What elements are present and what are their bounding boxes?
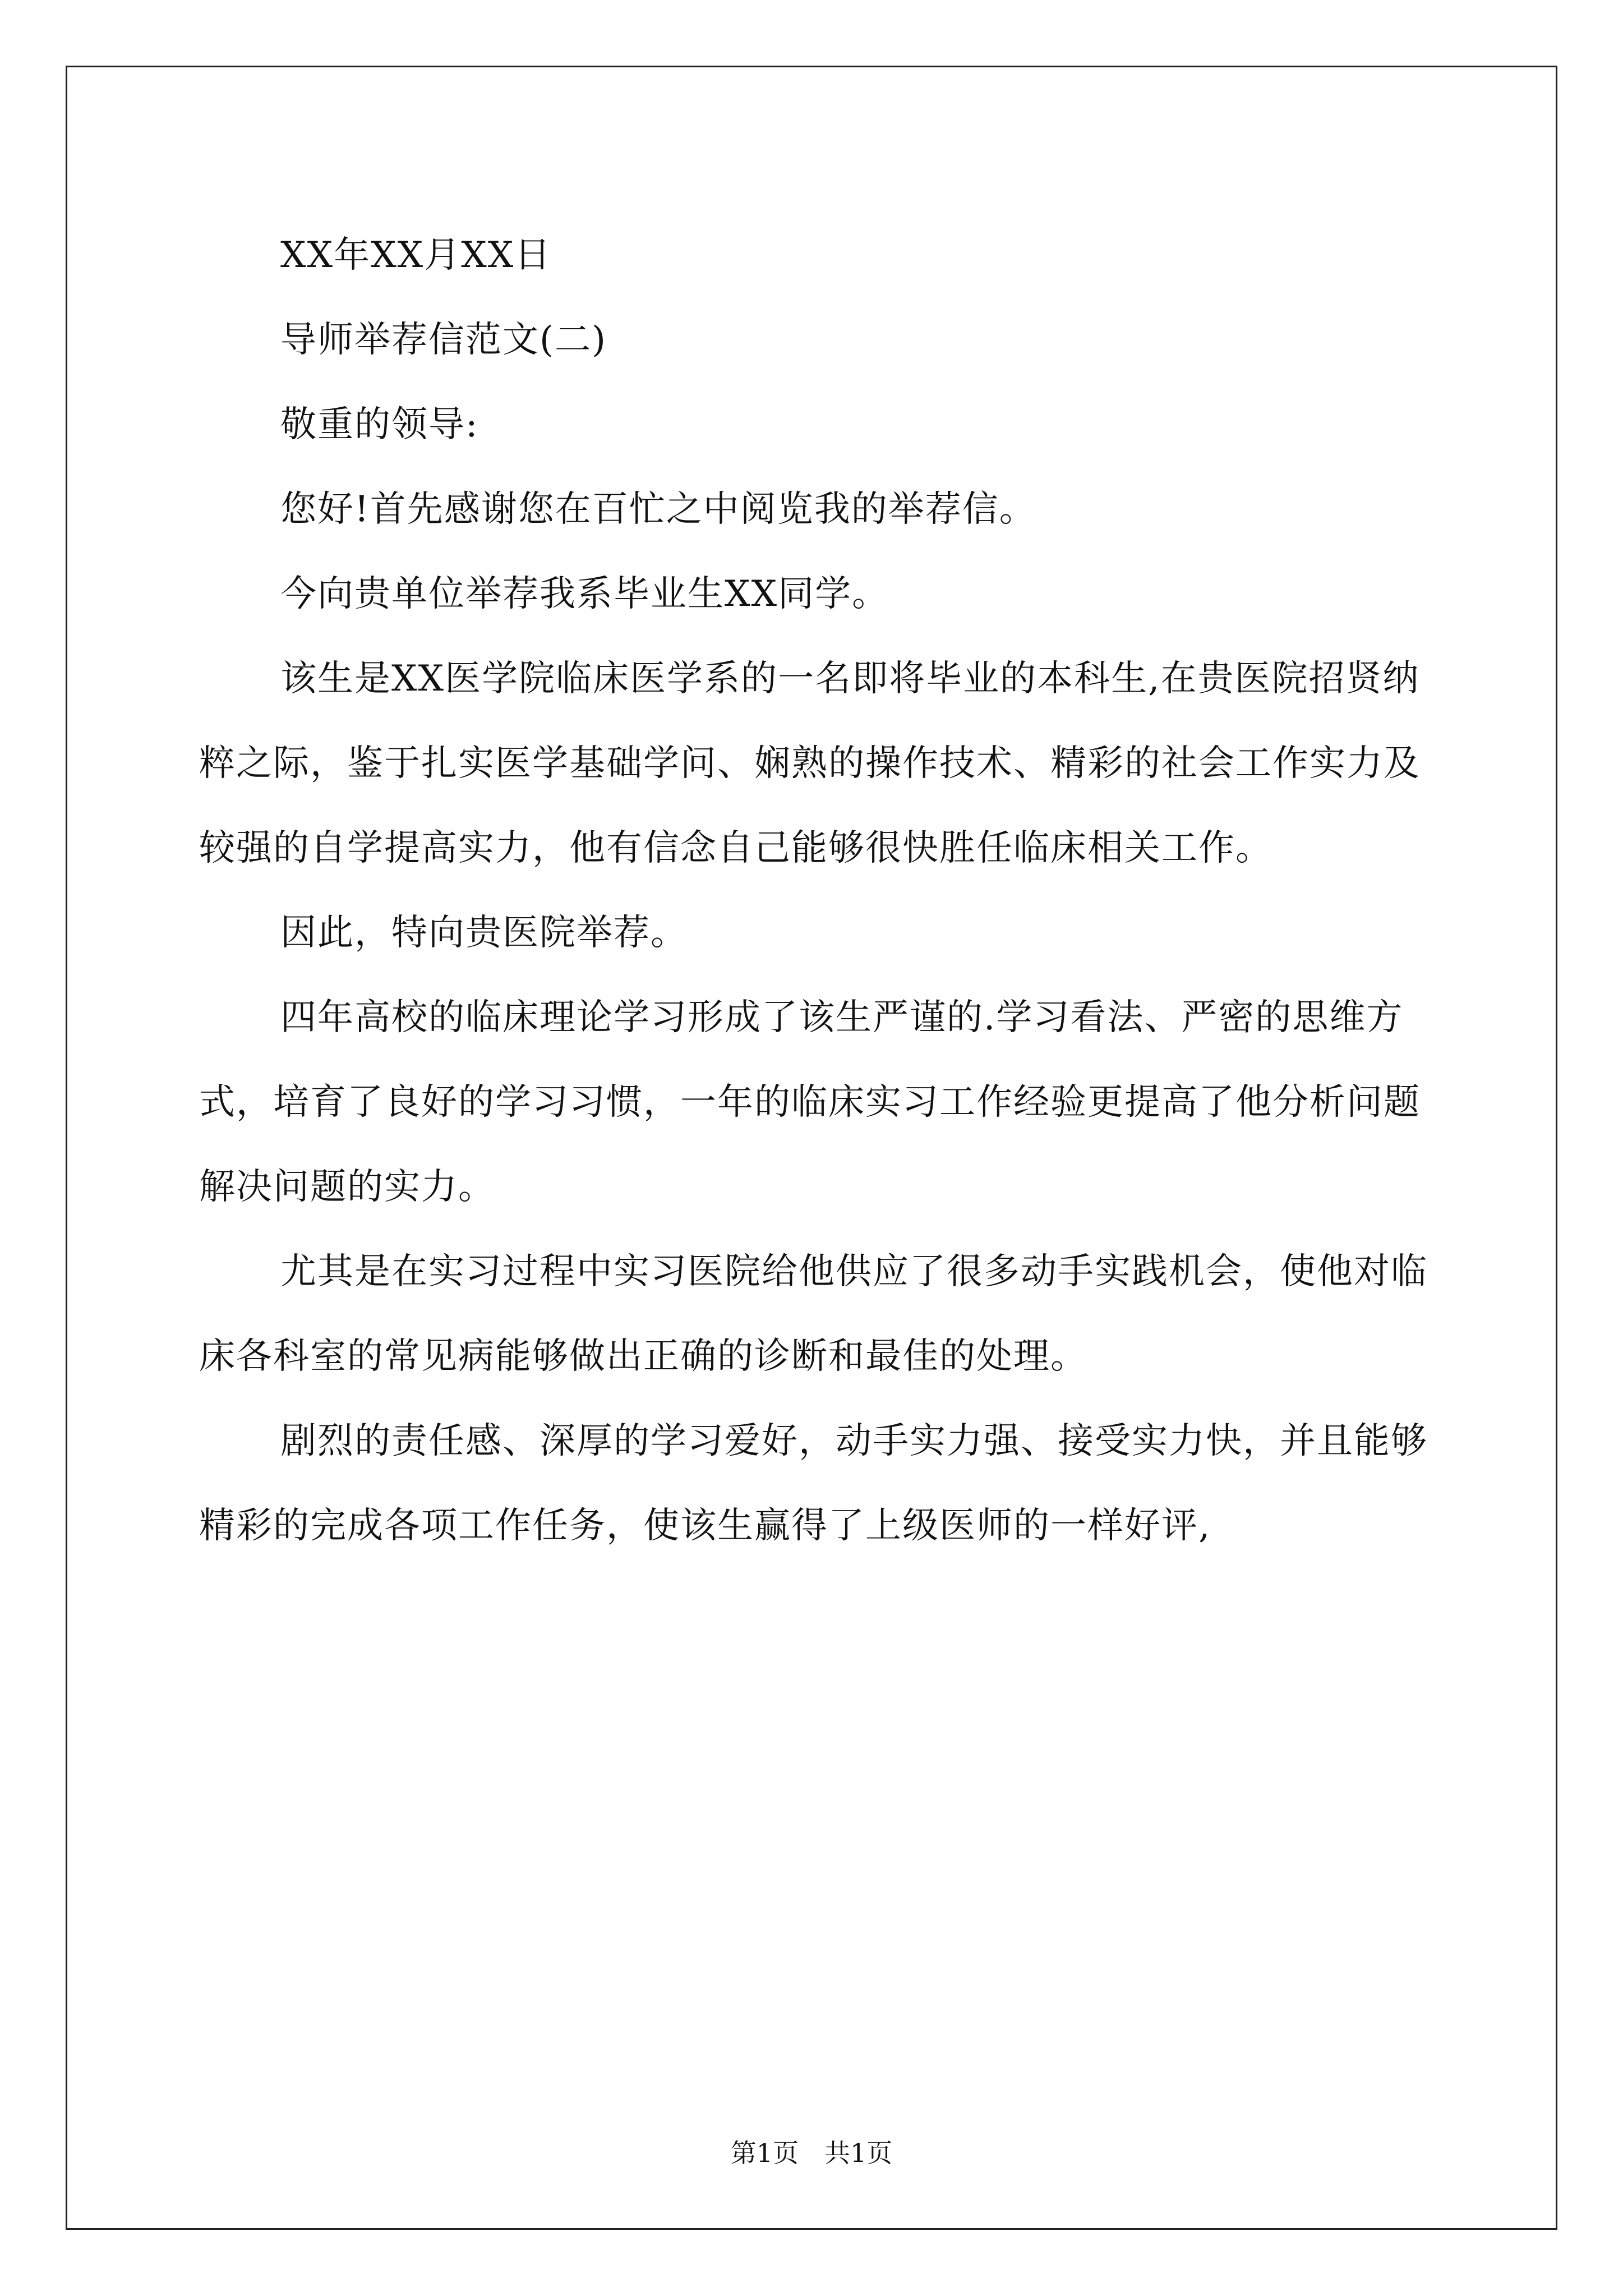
recommendation-statement-paragraph: 因此，特向贵医院举荐。 xyxy=(280,912,688,954)
page-number-footer: 第1页 共1页 xyxy=(730,2138,893,2168)
document-title: 导师举荐信范文(二) xyxy=(280,319,607,361)
evaluation-paragraph: 剧烈的责任感、深厚的学习爱好，动手实力强、接受实力快，并且能够精彩的完成各项工作任务，使该生赢得了上级医师的一样好评, xyxy=(199,1420,1428,1547)
recommendation-intro-paragraph: 今向贵单位举荐我系毕业生XX同学。 xyxy=(280,573,889,615)
greeting-paragraph: 您好!首先感谢您在百忙之中阅览我的举荐信。 xyxy=(280,489,1036,530)
study-experience-paragraph: 四年高校的临床理论学习形成了该生严谨的.学习看法、严密的思维方式，培育了良好的学习习惯，一年的临床实习工作经验更提高了他分析问题解决问题的实力。 xyxy=(199,997,1421,1208)
date-line: XX年XX月XX日 xyxy=(280,234,552,276)
internship-paragraph: 尤其是在实习过程中实习医院给他供应了很多动手实践机会，使他对临床各科室的常见病能够做出正确的诊断和最佳的处理。 xyxy=(199,1251,1428,1377)
document-body xyxy=(199,213,1433,1568)
salutation: 敬重的领导: xyxy=(280,404,479,445)
student-background-paragraph: 该生是XX医学院临床医学系的一名即将毕业的本科生,在贵医院招贤纳粹之际，鉴于扎实医学基础学问、娴熟的操作技术、精彩的社会工作实力及较强的自学提高实力，他有信念自己能够很快胜任临床相关工作。 xyxy=(199,658,1421,869)
